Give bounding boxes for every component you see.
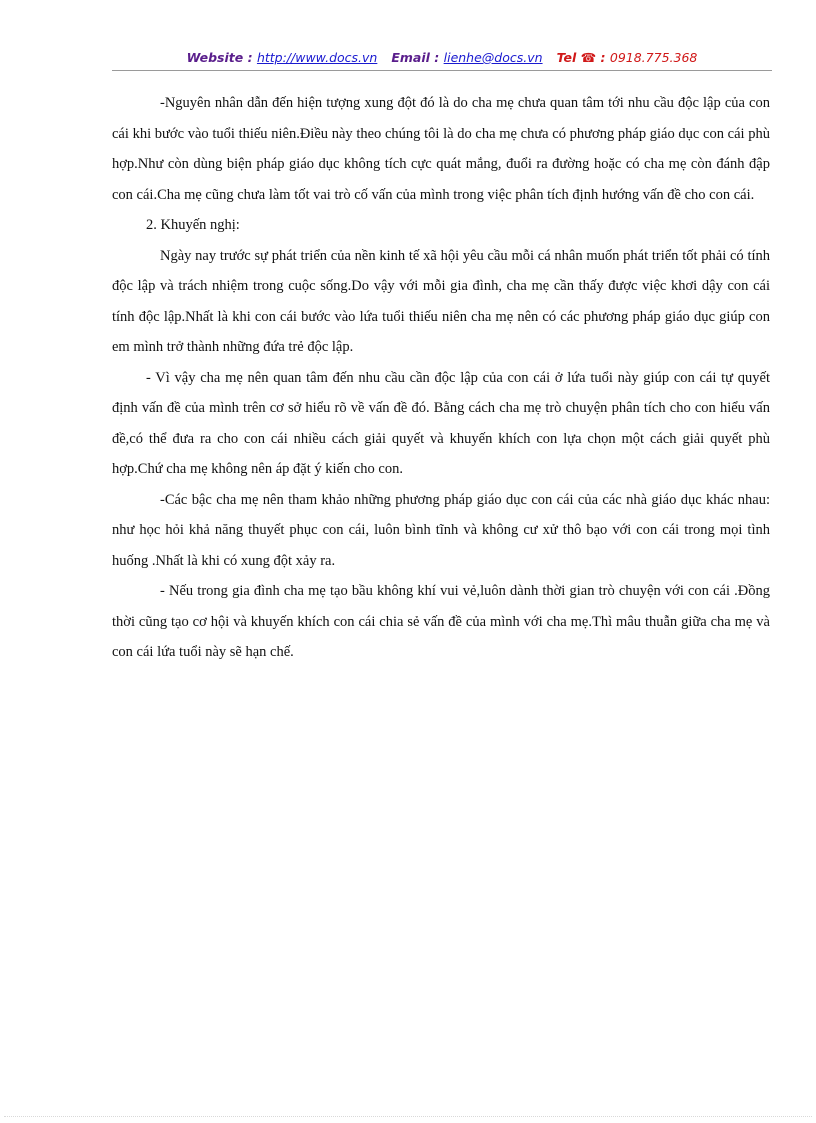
email-label: Email : (391, 50, 444, 65)
tel-label: Tel ☎ : (556, 50, 610, 65)
website-label: Website : (186, 50, 257, 65)
email-link[interactable]: lienhe@docs.vn (443, 50, 543, 65)
paragraph-recommendation-intro: Ngày nay trước sự phát triển của nền kinh tế xã hội yêu cầu mỗi cá nhân muốn phát triển tốt phải có tính độc lập và trách nhiệm trong cuộc sống.Do vậy với mỗi gia đình, cha mẹ cần thấy được việc khơi dậy con cái tính độc lập.Nhất là khi con cái bước vào lứa tuổi thiếu niên cha mẹ nên có các phương pháp giáo dục giúp con em mình trở thành những đứa trẻ độc lập. (112, 247, 770, 355)
paragraph-recommendation-1: - Vì vậy cha mẹ nên quan tâm đến nhu cầu cần độc lập của con cái ở lứa tuổi này giúp con cái tự quyết định vấn đề của mình trên cơ sở hiểu rõ về vấn đề đó. Bằng cách cha mẹ trò chuyện phân tích cho con hiểu vấn đề,có thể đưa ra cho con cái nhiều cách giải quyết và khuyến khích con lựa chọn một cách giải quyết phù hợp.Chứ cha mẹ không nên áp đặt ý kiến cho con. (112, 369, 770, 477)
website-link[interactable]: http://www.docs.vn (256, 50, 378, 65)
paragraph-cause: -Nguyên nhân dẫn đến hiện tượng xung đột đó là do cha mẹ chưa quan tâm tới nhu cầu độc lập của con cái khi bước vào tuổi thiếu niên.Điều này theo chúng tôi là do cha mẹ chưa có phương pháp giáo dục con cái phù hợp.Như còn dùng biện pháp giáo dục không tích cực quát mắng, đuổi ra đường hoặc có cha mẹ còn đánh đập con cái.Cha mẹ cũng chưa làm tốt vai trò cố vấn của mình trong việc phân tích định hướng vấn đề cho con cái. (112, 95, 770, 203)
section-heading-recommendations: 2. Khuyến nghị: (146, 217, 240, 233)
page-header (112, 50, 772, 65)
paragraph-recommendation-3: - Nếu trong gia đình cha mẹ tạo bầu không khí vui vẻ,luôn dành thời gian trò chuyện với con cái .Đồng thời cũng tạo cơ hội và khuyến khích con cái chia sẻ vấn đề của mình với cha mẹ.Thì mâu thuẫn giữa cha mẹ và con cái lứa tuổi này sẽ hạn chế. (112, 583, 770, 660)
page-bottom-border (4, 1116, 812, 1117)
document-body (112, 88, 770, 668)
header-divider (112, 70, 772, 71)
tel-value: 0918.775.368 (609, 50, 698, 65)
paragraph-recommendation-2: -Các bậc cha mẹ nên tham khảo những phương pháp giáo dục con cái của các nhà giáo dục khác nhau: như học hỏi khả năng thuyết phục con cái, luôn bình tĩnh và không cư xử thô bạo với con cái trong mọi tình huống .Nhất là khi có xung đột xảy ra. (112, 491, 770, 569)
